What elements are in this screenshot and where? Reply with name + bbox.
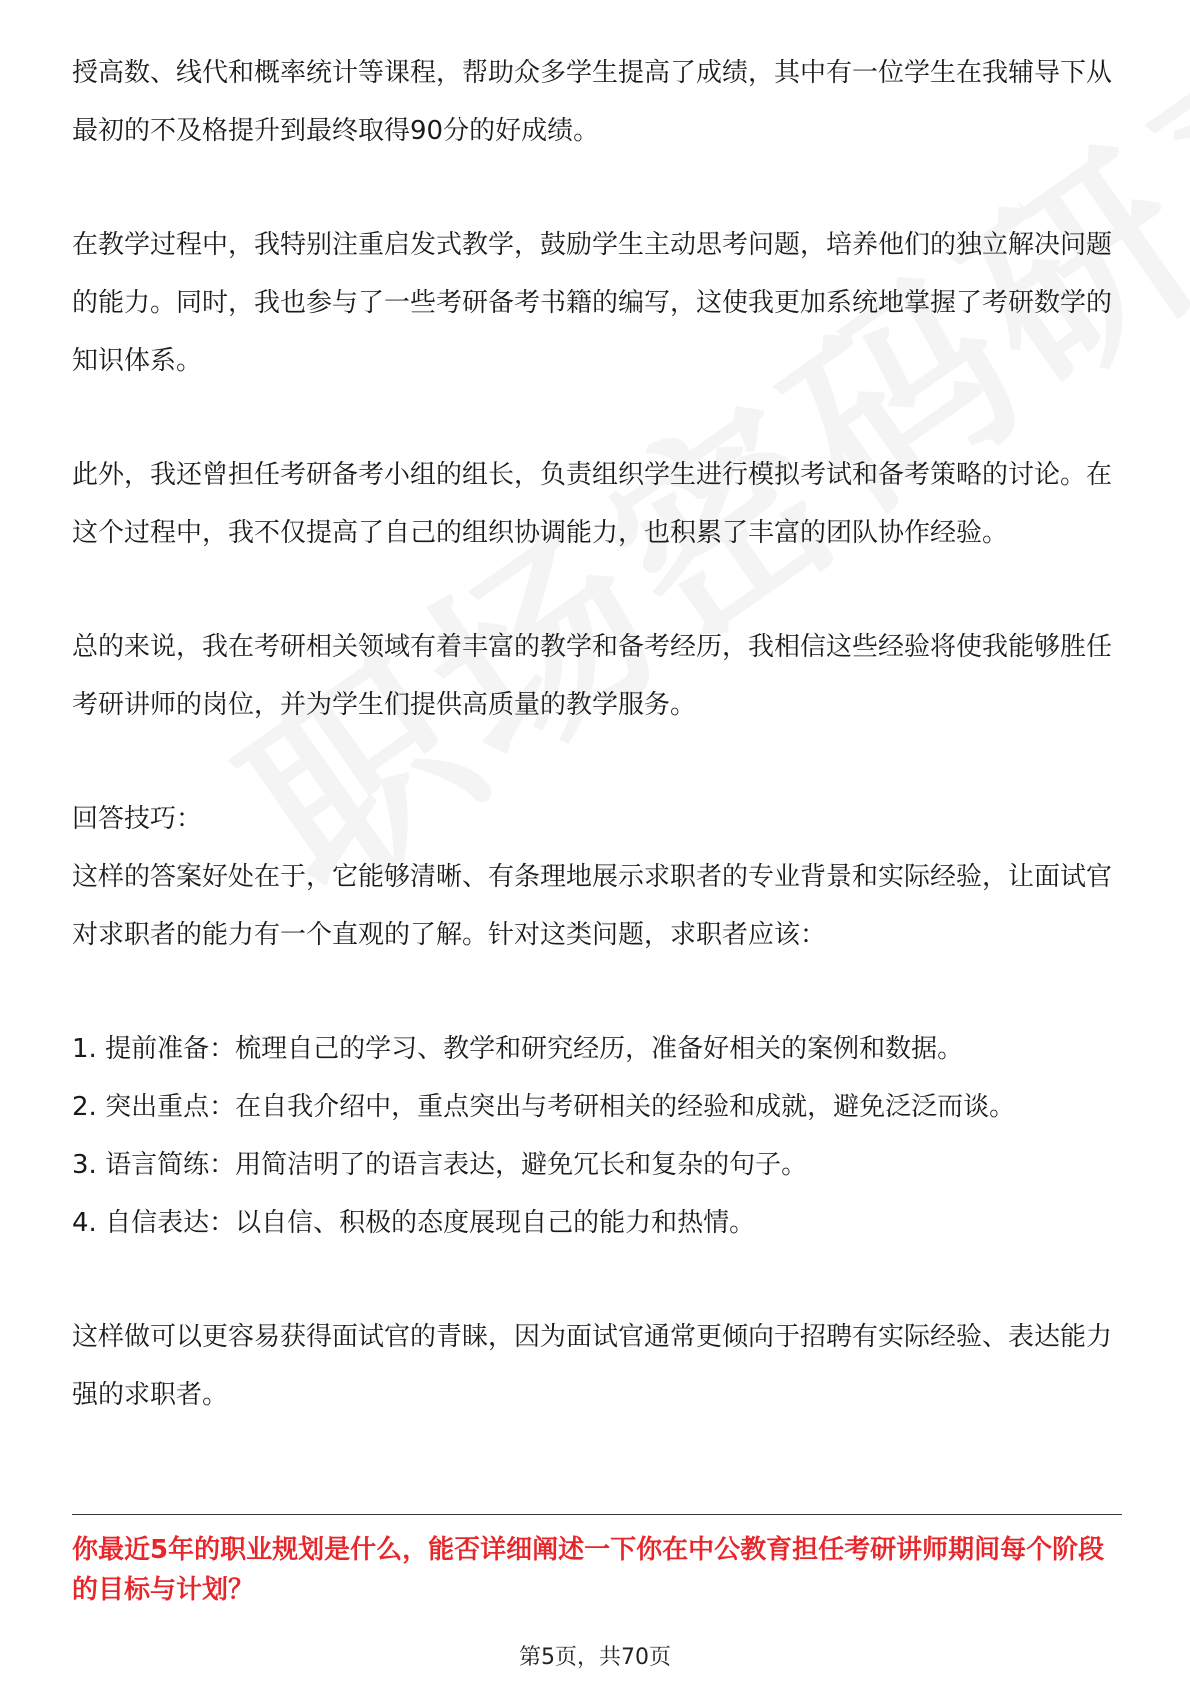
paragraph-4: 总的来说，我在考研相关领域有着丰富的教学和备考经历，我相信这些经验将使我能够胜任考研讲师的岗位，并为学生们提供高质量的教学服务。: [72, 632, 1113, 720]
list-item: 4. 自信表达：以自信、积极的态度展现自己的能力和热情。: [72, 1208, 756, 1238]
tips-intro: 这样的答案好处在于，它能够清晰、有条理地展示求职者的专业背景和实际经验，让面试官对求职者的能力有一个直观的了解。针对这类问题，求职者应该：: [72, 862, 1113, 950]
list-item: 2. 突出重点：在自我介绍中，重点突出与考研相关的经验和成就，避免泛泛而谈。: [72, 1092, 1016, 1122]
list-item: 1. 提前准备：梳理自己的学习、教学和研究经历，准备好相关的案例和数据。: [72, 1034, 964, 1064]
divider: [72, 1514, 1122, 1515]
main-content: [72, 44, 1122, 1424]
tips-list: [72, 1020, 1122, 1252]
paragraph-3: 此外，我还曾担任考研备考小组的组长，负责组织学生进行模拟考试和备考策略的讨论。在这个过程中，我不仅提高了自己的组织协调能力，也积累了丰富的团队协作经验。: [72, 460, 1113, 548]
page-number: 第5页，共70页: [519, 1645, 671, 1670]
paragraph-1: 授高数、线代和概率统计等课程，帮助众多学生提高了成绩，其中有一位学生在我辅导下从最初的不及格提升到最终取得90分的好成绩。: [72, 58, 1113, 146]
next-question: 你最近5年的职业规划是什么，能否详细阐述一下你在中公教育担任考研讲师期间每个阶段的目标与计划？: [72, 1535, 1105, 1605]
paragraph-2: 在教学过程中，我特别注重启发式教学，鼓励学生主动思考问题，培养他们的独立解决问题的能力。同时，我也参与了一些考研备考书籍的编写，这使我更加系统地掌握了考研数学的知识体系。: [72, 230, 1113, 376]
list-item: 3. 语言简练：用简洁明了的语言表达，避免冗长和复杂的句子。: [72, 1150, 808, 1180]
tips-title: 回答技巧：: [72, 804, 203, 834]
tips-conclusion: 这样做可以更容易获得面试官的青睐，因为面试官通常更倾向于招聘有实际经验、表达能力强的求职者。: [72, 1322, 1113, 1410]
